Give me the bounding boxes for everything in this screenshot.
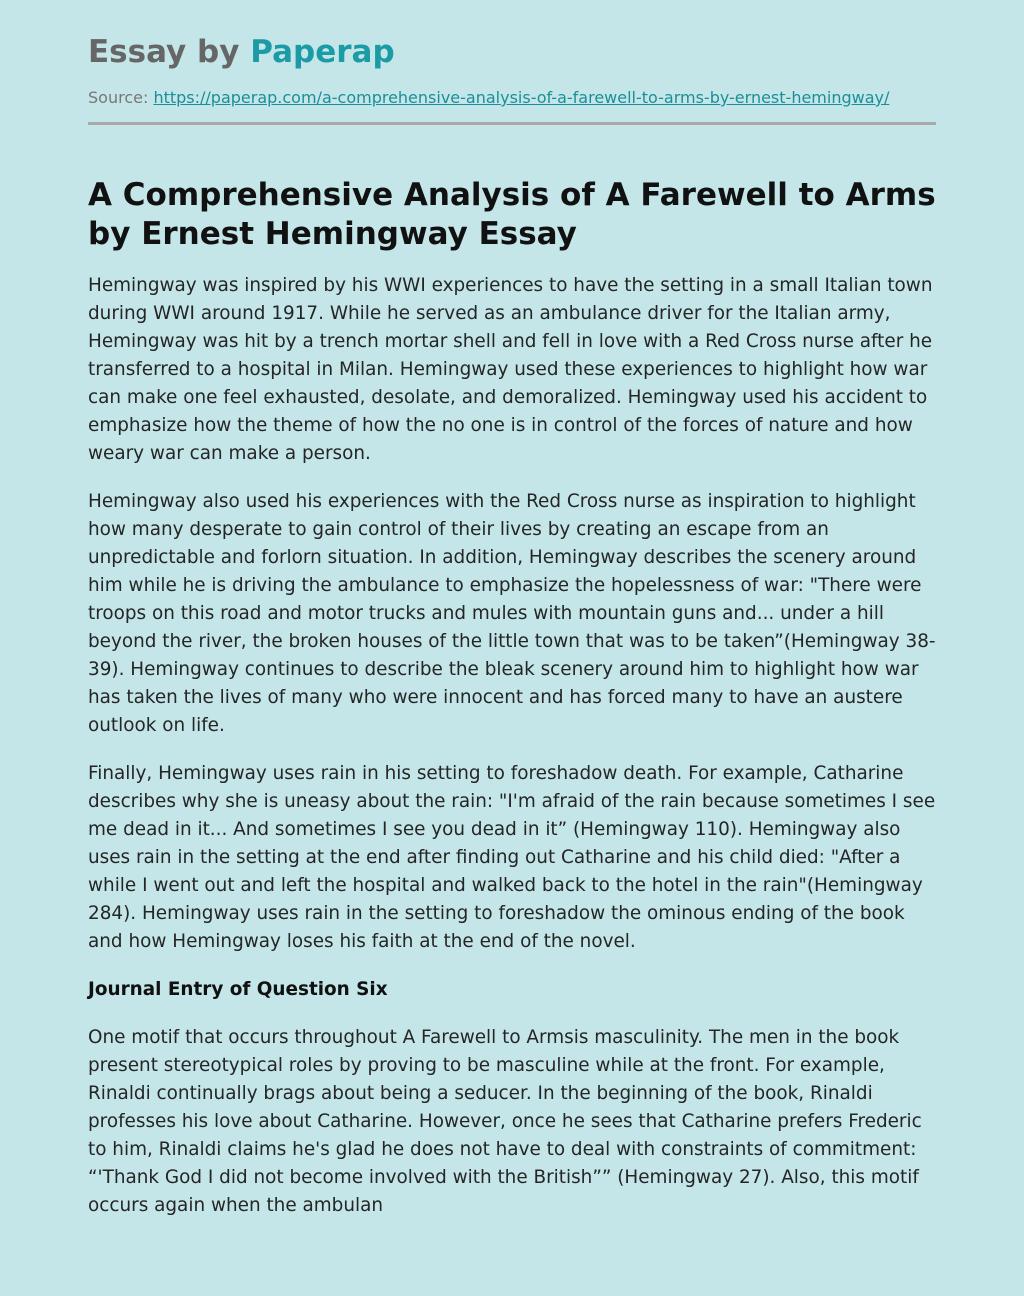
source-link[interactable]: https://paperap.com/a-comprehensive-analysis-of-a-farewell-to-arms-by-ernest-hemingway/ xyxy=(153,88,890,107)
essay-paragraph: Finally, Hemingway uses rain in his setting to foreshadow death. For example, Catharine describes why she is uneasy about the rain: "I'm afraid of the rain because sometimes I see me dead in it... And sometimes I see you dead in it” (Hemingway 110). Hemingway also uses rain in the setting at the end after finding out Catharine and his child died: "After a while I went out and left the hospital and walked back to the hotel in the rain"(Hemingway 284). Hemingway uses rain in the setting to foreshadow the ominous ending of the book and how Hemingway loses his faith at the end of the novel. xyxy=(88,763,936,952)
source-label: Source: xyxy=(88,88,149,107)
document-page xyxy=(88,0,936,1220)
essay-body xyxy=(88,272,936,1220)
essay-paragraph: One motif that occurs throughout A Farewell to Armsis masculinity. The men in the book present stereotypical roles by proving to be masculine while at the front. For example, Rinaldi continually brags about being a seducer. In the beginning of the book, Rinaldi professes his love about Catharine. However, once he sees that Catharine prefers Frederic to him, Rinaldi claims he's glad he does not have to deal with constraints of commitment: “'Thank God I did not become involved with the British”” (Hemingway 27). Also, this motif occurs again when the ambulan xyxy=(88,1027,922,1216)
brand-prefix: Essay by xyxy=(88,34,251,70)
site-brand[interactable] xyxy=(88,30,936,74)
header-divider xyxy=(88,122,936,125)
source-line xyxy=(88,88,936,108)
brand-name: Paperap xyxy=(250,34,395,70)
section-heading: Journal Entry of Question Six xyxy=(88,979,388,1000)
essay-title: A Comprehensive Analysis of A Farewell to Arms by Ernest Hemingway Essay xyxy=(88,177,936,252)
essay-paragraph: Hemingway was inspired by his WWI experiences to have the setting in a small Italian town during WWI around 1917. While he served as an ambulance driver for the Italian army, Hemingway was hit by a trench mortar shell and fell in love with a Red Cross nurse after he transferred to a hospital in Milan. Hemingway used these experiences to highlight how war can make one feel exhausted, desolate, and demoralized. Hemingway used his accident to emphasize how the theme of how the no one is in control of the forces of nature and how weary war can make a person. xyxy=(88,275,933,464)
essay-paragraph: Hemingway also used his experiences with the Red Cross nurse as inspiration to highlight how many desperate to gain control of their lives by creating an escape from an unpredictable and forlorn situation. In addition, Hemingway describes the scenery around him while he is driving the ambulance to emphasize the hopelessness of war: "There were troops on this road and motor trucks and mules with mountain guns and... under a hill beyond the river, the broken houses of the little town that was to be taken”(Hemingway 38-39). Hemingway continues to describe the bleak scenery around him to highlight how war has taken the lives of many who were innocent and has forced many to have an austere outlook on life. xyxy=(88,491,936,736)
